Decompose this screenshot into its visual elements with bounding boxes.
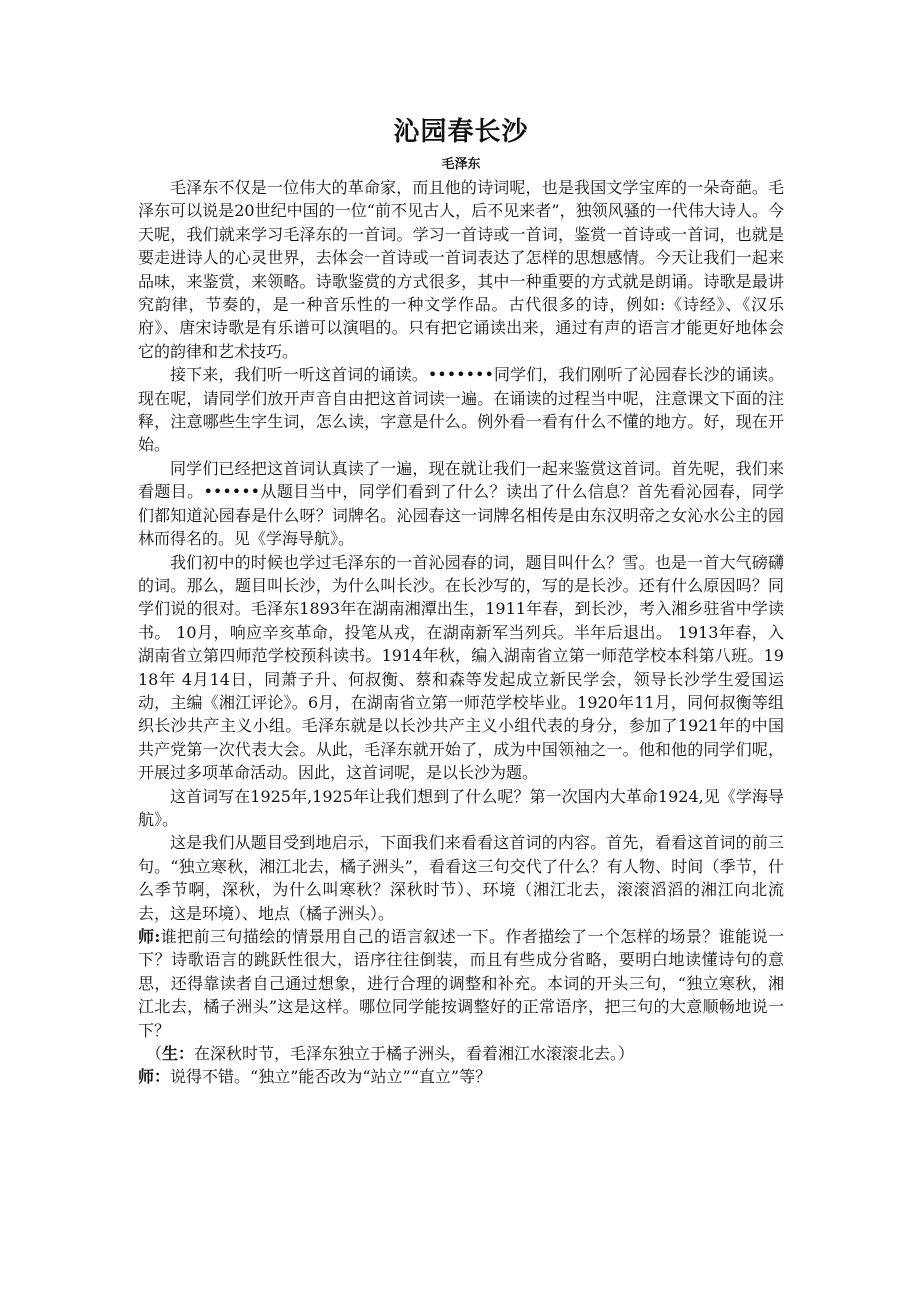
dialogue-text: 说得不错。“独立”能否改为“站立”“直立”等？	[170, 1067, 492, 1087]
body-paragraph: 我们初中的时候也学过毛泽东的一首沁园春的词，题目叫什么？雪。也是一首大气磅礴的词。那么，题目叫长沙，为什么叫长沙。在长沙写的，写的是长沙。还有什么原因吗？同学们说的很对。毛泽东1893年在湖南湘潭出生，1911年春，到长沙，考入湘乡驻省中学读书。 10月，响应辛亥革命，投笔从戎，在湖南新军当列兵。半年后退出。 1913年春，入湖南省立第四师范学校预科读书。1914年秋，编入湖南省立第一师范学校本科第八班。1918年 4月14日，同萧子升、何叔衡、蔡和森等发起成立新民学会，领导长沙学生爱国运动，主编《湘江评论》。6月，在湖南省立第一师范学校毕业。1920年11月，同何叔衡等组织长沙共产主义小组。毛泽东就是以长沙共产主义小组代表的身分，参加了1921年的中国共产党第一次代表大会。从此，毛泽东就开始了，成为中国领袖之一。他和他的同学们呢，开展过多项革命活动。因此，这首词呢，是以长沙为题。	[138, 552, 784, 783]
dialogue-prefix: （	[146, 1044, 163, 1064]
body-paragraph: 毛泽东不仅是一位伟大的革命家，而且他的诗词呢，也是我国文学宝库的一朵奇葩。毛泽东可以说是20世纪中国的一位“前不见古人，后不见来者”，独领风骚的一代伟大诗人。今天呢，我们就来学习毛泽东的一首词。学习一首诗或一首词，鉴赏一首诗或一首词，也就是要走进诗人的心灵世界，去体会一首诗或一首词表达了怎样的思想感情。今天让我们一起来品味，来鉴赏，来领略。诗歌鉴赏的方式很多，其中一种重要的方式就是朗诵。诗歌是最讲究韵律，节奏的，是一种音乐性的一种文学作品。古代很多的诗，例如:《诗经》、《汉乐府》、唐宋诗歌是有乐谱可以演唱的。只有把它诵读出来，通过有声的语言才能更好地体会它的韵律和艺术技巧。	[138, 178, 784, 361]
document-title: 沁园春长沙	[393, 117, 529, 147]
body-paragraph: 同学们已经把这首词认真读了一遍，现在就让我们一起来鉴赏这首词。首先呢，我们来看题目。••••••从题目当中，同学们看到了什么？读出了什么信息？首先看沁园春，同学们都知道沁园春是什么呀？词牌名。沁园春这一词牌名相传是由东汉明帝之女沁水公主的园林而得名的。见《学海导航》。	[138, 458, 784, 549]
speaker-label: 生：	[162, 1044, 195, 1064]
dialogue-text: 在深秋时节，毛泽东独立于橘子洲头，看着湘江水滚滚北去。）	[194, 1044, 635, 1064]
teacher-dialogue-line	[138, 1065, 784, 1088]
student-dialogue-line	[138, 1042, 784, 1065]
speaker-label: 师:	[138, 927, 161, 946]
body-paragraph: 这是我们从题目受到地启示，下面我们来看看这首词的内容。首先，看看这首词的前三句。“独立寒秋，湘江北去，橘子洲头”，看看这三句交代了什么？有人物、时间（季节，什么季节啊，深秋，为什么叫寒秋？深秋时节）、环境（湘江北去，滚滚滔滔的湘江向北流去，这是环境）、地点（橘子洲头）。	[138, 833, 784, 923]
document-page	[138, 112, 784, 1089]
speaker-label: 师：	[138, 1067, 171, 1087]
teacher-dialogue-line	[138, 925, 784, 1042]
body-paragraph: 接下来，我们听一听这首词的诵读。•••••••同学们，我们刚听了沁园春长沙的诵读。现在呢，请同学们放开声音自由把这首词读一遍。在诵读的过程当中呢，注意课文下面的注释，注意哪些生字生词，怎么读，字意是什么。例外看一看有什么不懂的地方。好，现在开始。	[138, 365, 784, 455]
dialogue-text: 谁把前三句描绘的情景用自己的语言叙述一下。作者描绘了一个怎样的场景？谁能说一下？诗歌语言的跳跃性很大，语序往往倒装，而且有些成分省略，要明白地读懂诗句的意思，还得靠读者自己通过想象，进行合理的调整和补充。本词的开头三句，“独立寒秋，湘江北去，橘子洲头”这是这样。哪位同学能按调整好的正常语序，把三句的大意顺畅地说一下？	[138, 927, 784, 1040]
document-author: 毛泽东	[441, 157, 481, 172]
body-paragraph: 这首词写在1925年,1925年让我们想到了什么呢？第一次国内大革命1924,见《学海导航》。	[138, 786, 784, 829]
